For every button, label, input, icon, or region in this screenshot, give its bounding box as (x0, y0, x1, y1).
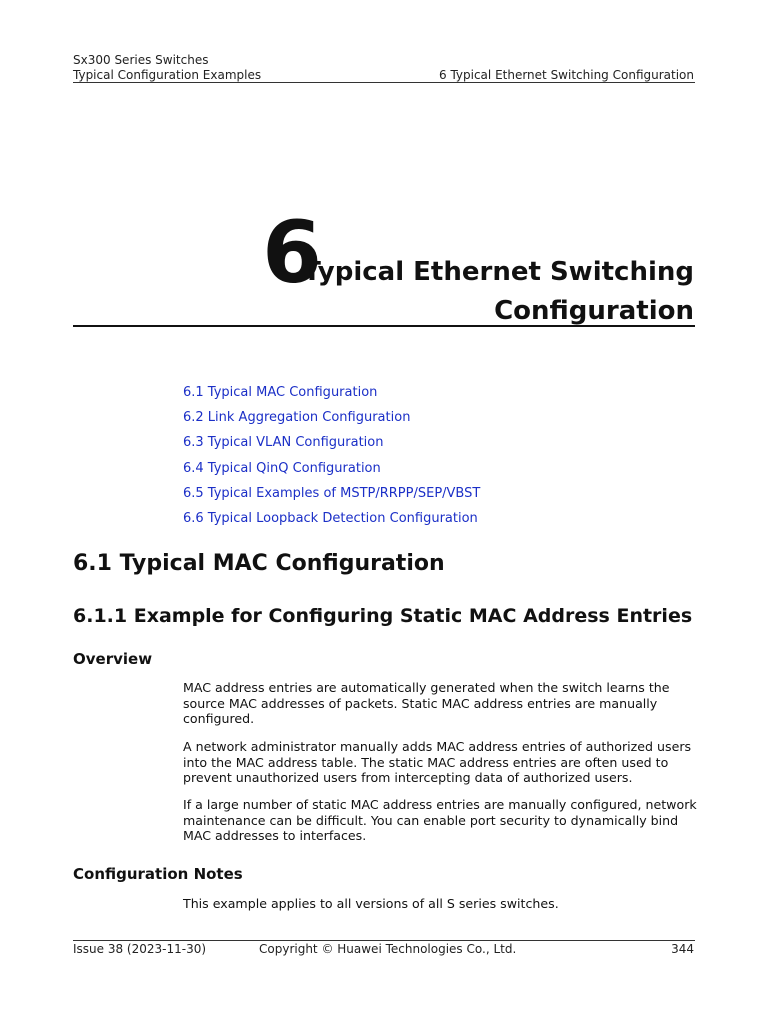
config-notes-heading: Configuration Notes (73, 865, 243, 883)
toc-link-6-2[interactable]: 6.2 Link Aggregation Configuration (183, 410, 411, 426)
toc-link-6-5[interactable]: 6.5 Typical Examples of MSTP/RRPP/SEP/VBST (183, 485, 481, 501)
chapter-number: 6 (262, 203, 322, 303)
overview-heading: Overview (73, 650, 153, 668)
footer-copyright: Copyright © Huawei Technologies Co., Ltd. (259, 942, 517, 956)
toc-item (183, 460, 480, 485)
section-title: 6.1 Typical MAC Configuration (73, 551, 445, 576)
toc-item (183, 485, 480, 510)
toc-link-6-1[interactable]: 6.1 Typical MAC Configuration (183, 385, 378, 400)
footer-page-number: 344 (671, 942, 694, 956)
toc-item (183, 510, 480, 535)
header-doc-title: Typical Configuration Examples (73, 68, 262, 82)
config-notes-paragraph: This example applies to all versions of all S series switches. (183, 896, 559, 911)
header-product-name: Sx300 Series Switches (73, 53, 209, 67)
chapter-divider (73, 325, 695, 327)
subsection-title: 6.1.1 Example for Configuring Static MAC Address Entries (73, 605, 693, 627)
chapter-toc (183, 384, 480, 535)
overview-paragraph: If a large number of static MAC address entries are manually configured, network maintenance can be difficult. You can enable port security to dynamically bind MAC addresses to interfaces. (183, 797, 697, 844)
toc-item (183, 434, 480, 459)
toc-item (183, 384, 480, 409)
overview-paragraph: MAC address entries are automatically generated when the switch learns the source MAC addresses of packets. Static MAC address entries are manually configured. (183, 680, 670, 727)
footer-issue: Issue 38 (2023-11-30) (73, 942, 207, 956)
footer-divider (73, 940, 695, 941)
toc-link-6-3[interactable]: 6.3 Typical VLAN Configuration (183, 435, 384, 451)
toc-link-6-6[interactable]: 6.6 Typical Loopback Detection Configuration (183, 510, 478, 526)
toc-link-6-4[interactable]: 6.4 Typical QinQ Configuration (183, 460, 381, 476)
toc-item (183, 409, 480, 434)
header-divider (73, 82, 695, 83)
overview-paragraph: A network administrator manually adds MAC address entries of authorized users into the MAC address table. The static MAC address entries are often used to prevent unauthorized users from intercepting data of authorized users. (183, 739, 692, 786)
chapter-title-line1: Typical Ethernet Switching (303, 257, 694, 287)
chapter-title-line2: Configuration (494, 296, 694, 326)
header-chapter-ref: 6 Typical Ethernet Switching Configuration (439, 68, 694, 82)
